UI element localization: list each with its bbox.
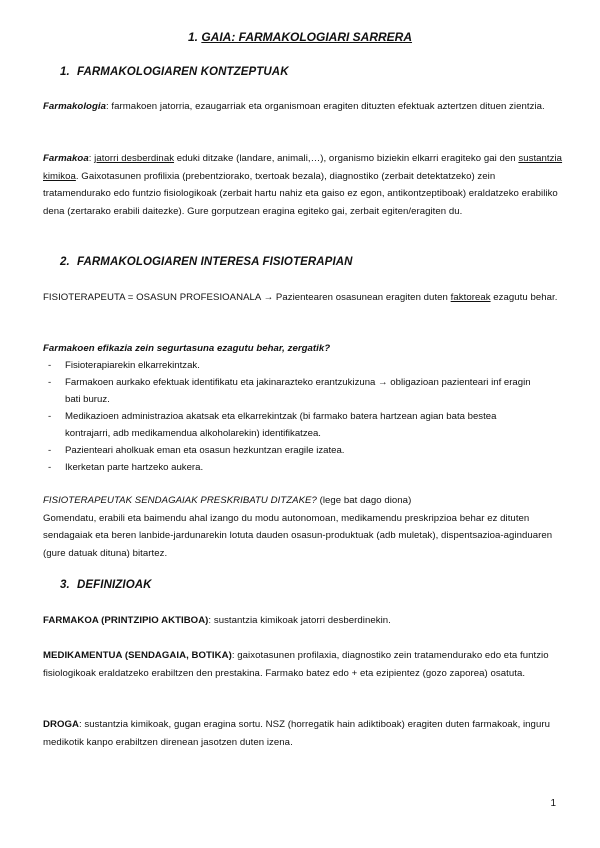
definition-text: : gaixotasunen profilaxia, diagnostiko zein tratamendurako edo eta funtzio fisiologikoak eraldatzeko erabiltzen den prestakina. Farmako batez edo + eta ezipientez (gozo zaporea) osatuta. bbox=[43, 650, 549, 679]
section-number: 3. bbox=[60, 579, 70, 591]
list-item: - Pazienteari aholkuak eman eta osasun hezkuntzan eragile izatea. bbox=[43, 442, 543, 459]
title-number: 1. bbox=[187, 30, 198, 44]
term-farmakoa: Farmakoa bbox=[43, 153, 89, 164]
section-1-heading bbox=[60, 66, 289, 78]
definition-text: : farmakoen jatorria, ezaugarriak eta organismoan eragiten dituzten efektuak aztertzen dituen zientzia. bbox=[105, 101, 545, 112]
text-segment: eduki ditzake (landare, animali,…), organismo biziekin elkarri eragiteko gai den bbox=[174, 153, 519, 164]
text-segment: FISIOTERAPEUTA = OSASUN PROFESIOANALA → Pazientearen osasunean eragiten duten bbox=[43, 292, 451, 303]
underlined-jatorri: jatorri desberdinak bbox=[94, 153, 175, 164]
list-item: - Ikerketan parte hartzeko aukera. bbox=[43, 459, 543, 476]
definition-farmakologia bbox=[43, 98, 563, 116]
section-title: FARMAKOLOGIAREN KONTZEPTUAK bbox=[77, 66, 289, 78]
question-heading: Farmakoen efikazia zein segurtasuna ezagutu behar, zergatik? bbox=[43, 343, 331, 354]
section-2-heading bbox=[60, 256, 353, 268]
underlined-faktoreak: faktoreak bbox=[450, 292, 491, 303]
preskribatu-question-line bbox=[43, 492, 563, 510]
underlined-sustantzia: sustantzia kimikoa bbox=[43, 153, 563, 182]
section-number: 1. bbox=[60, 66, 70, 78]
fisioterapeuta-paragraph bbox=[43, 289, 563, 307]
preskribatu-question: FISIOTERAPEUTAK SENDAGAIAK PRESKRIBATU DITZAKE? bbox=[43, 495, 317, 506]
page-number: 1 bbox=[550, 798, 556, 809]
definition-farmakoa-printzipio bbox=[43, 612, 563, 630]
preskribatu-body: Gomendatu, erabili eta baimendu ahal izango du modu autonomoan, medikamendu preskripzioa behar ez dituten sendagaiak eta beren lanbide-jardunarekin lotuta dauden osasun-produktuak (adb muletak), dispentsazioa-aginduaren (gure datuak dituna) bitartez. bbox=[43, 512, 553, 559]
section-3-heading bbox=[60, 579, 152, 591]
text-segment: . Gaixotasunen profilixia (prebentziorako, txertoak bezala), diagnostiko (zerbait detektatzeko) zein tratamendurako edo funtzio fisiologikoak (zerbait hartu nahiz eta gaiso ez egon, antikontzeptiboak) eraldatzeko erabiliko dena (zertarako erabili daitezke). Gure gorputzean eragina egiteko gai, zerbait egiten/eragiten du. bbox=[43, 170, 558, 217]
section-number: 2. bbox=[60, 256, 70, 268]
definition-farmakoa bbox=[43, 150, 563, 220]
list-item: - Farmakoen aurkako efektuak identifikatu eta jakinarazteko erantzukizuna → obligazioan pazienteari inf eragin bati buruz. bbox=[43, 374, 543, 408]
section-title: FARMAKOLOGIAREN INTERESA FISIOTERAPIAN bbox=[77, 256, 353, 268]
term-farmakologia: Farmakologia bbox=[43, 101, 106, 112]
document-title bbox=[0, 30, 600, 44]
preskribatu-paragraph bbox=[43, 492, 563, 562]
definition-text: : sustantzia kimikoak, gugan eragina sortu. NSZ (horregatik hain adiktiboak) eragiten duten farmakoak, inguru medikotik kanpo erabiltzen direnean jasotzen duten izena. bbox=[43, 719, 550, 748]
definition-droga bbox=[43, 716, 563, 751]
term-medikamentua: MEDIKAMENTUA (SENDAGAIA, BOTIKA) bbox=[43, 650, 232, 661]
section-title: DEFINIZIOAK bbox=[77, 579, 152, 591]
definition-text: : sustantzia kimikoak jatorri desberdinekin. bbox=[208, 615, 391, 626]
term-farmakoa-printzipio: FARMAKOA (PRINTZIPIO AKTIBOA) bbox=[43, 615, 209, 626]
text-segment: : bbox=[88, 153, 95, 164]
reasons-list bbox=[43, 357, 543, 476]
title-text: GAIA: FARMAKOLOGIARI SARRERA bbox=[201, 30, 413, 44]
text-segment: (lege bat dago diona) bbox=[316, 495, 412, 506]
list-item: - Fisioterapiarekin elkarrekintzak. bbox=[43, 357, 543, 374]
text-segment: ezagutu behar. bbox=[490, 292, 558, 303]
term-droga: DROGA bbox=[43, 719, 79, 730]
definition-medikamentua bbox=[43, 647, 563, 682]
list-item: - Medikazioen administrazioa akatsak eta elkarrekintzak (bi farmako batera hartzean agian bata bestea kontrajarri, adb medikamendua alkoholarekin) identifikatzea. bbox=[43, 408, 543, 442]
